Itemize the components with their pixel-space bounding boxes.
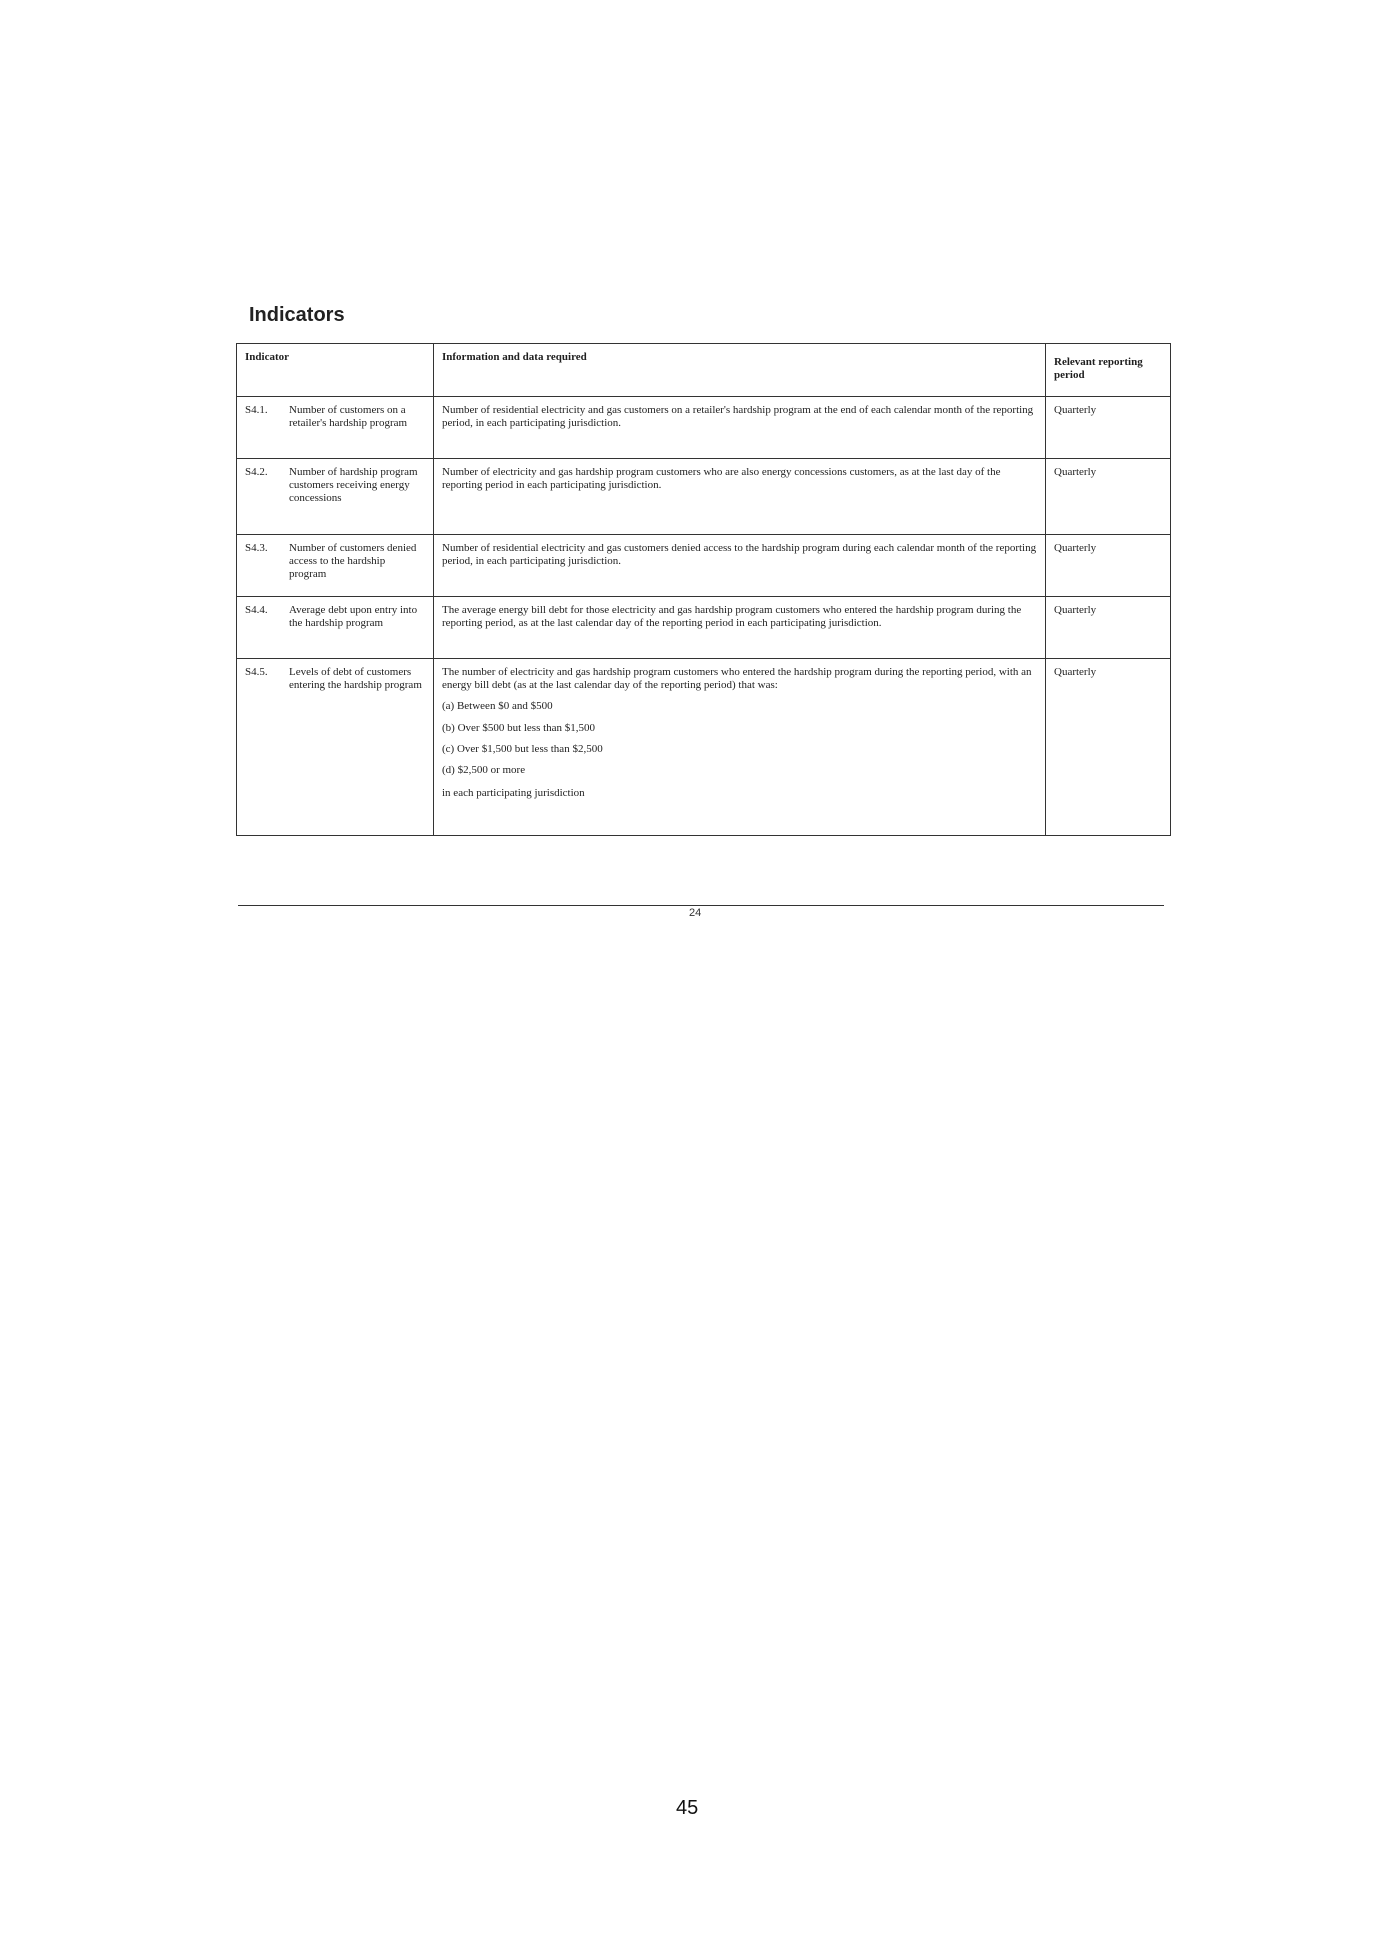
period-cell: Quarterly	[1046, 397, 1171, 459]
indicator-cell	[237, 659, 434, 836]
debt-option-c: (c) Over $1,500 but less than $2,500	[442, 742, 603, 755]
indicator-cell	[237, 397, 434, 459]
indicator-name: Number of customers denied access to the hardship program	[289, 542, 417, 581]
indicators-table	[236, 343, 1171, 836]
table-row	[237, 659, 1171, 836]
indicator-code: S4.5.	[245, 666, 268, 678]
table-header-row	[237, 344, 1171, 397]
information-cell: Number of residential electricity and gas customers on a retailer's hardship program at the end of each calendar month of the reporting period, in each participating jurisdiction.	[434, 397, 1046, 459]
indicator-code: S4.2.	[245, 466, 268, 478]
indicator-name: Levels of debt of customers entering the hardship program	[289, 666, 422, 692]
header-period-label: Relevant reporting period	[1054, 356, 1143, 382]
information-cell: Number of electricity and gas hardship program customers who are also energy concessions customers, as at the last day of the reporting period in each participating jurisdiction.	[434, 459, 1046, 535]
table-row	[237, 397, 1171, 459]
header-information: Information and data required	[434, 344, 1046, 397]
table-row	[237, 597, 1171, 659]
period-cell: Quarterly	[1046, 597, 1171, 659]
header-period	[1046, 344, 1171, 397]
debt-option-a: (a) Between $0 and $500	[442, 700, 553, 713]
information-cell: Number of residential electricity and gas customers denied access to the hardship program during each calendar month of the reporting period, in each participating jurisdiction.	[434, 535, 1046, 597]
debt-option-b: (b) Over $500 but less than $1,500	[442, 721, 596, 734]
indicator-cell	[237, 597, 434, 659]
indicator-code: S4.4.	[245, 604, 268, 616]
indicator-code: S4.1.	[245, 404, 268, 416]
period-cell: Quarterly	[1046, 535, 1171, 597]
header-indicator: Indicator	[237, 344, 434, 397]
section-title: Indicators	[249, 304, 345, 326]
indicator-name: Average debt upon entry into the hardship program	[289, 604, 418, 630]
information-cell	[434, 659, 1046, 836]
indicator-code: S4.3.	[245, 542, 268, 554]
footer-divider	[238, 905, 1164, 906]
indicator-cell	[237, 535, 434, 597]
information-tail: in each participating jurisdiction	[442, 787, 585, 800]
indicator-name: Number of customers on a retailer's hardship program	[289, 404, 408, 430]
table-row	[237, 459, 1171, 535]
indicator-name: Number of hardship program customers receiving energy concessions	[289, 466, 418, 505]
table-row	[237, 535, 1171, 597]
information-text: The number of electricity and gas hardship program customers who entered the hardship program during the reporting period, with an energy bill debt (as at the last calendar day of the reporting period) that was:	[442, 666, 1032, 692]
period-cell: Quarterly	[1046, 459, 1171, 535]
inner-page-number: 24	[689, 907, 702, 919]
debt-option-d: (d) $2,500 or more	[442, 763, 526, 776]
information-cell: The average energy bill debt for those electricity and gas hardship program customers who entered the hardship program during the reporting period, as at the last calendar day of the reporting period in each participating jurisdiction.	[434, 597, 1046, 659]
page-number: 45	[676, 1797, 699, 1819]
period-cell: Quarterly	[1046, 659, 1171, 836]
indicator-cell	[237, 459, 434, 535]
